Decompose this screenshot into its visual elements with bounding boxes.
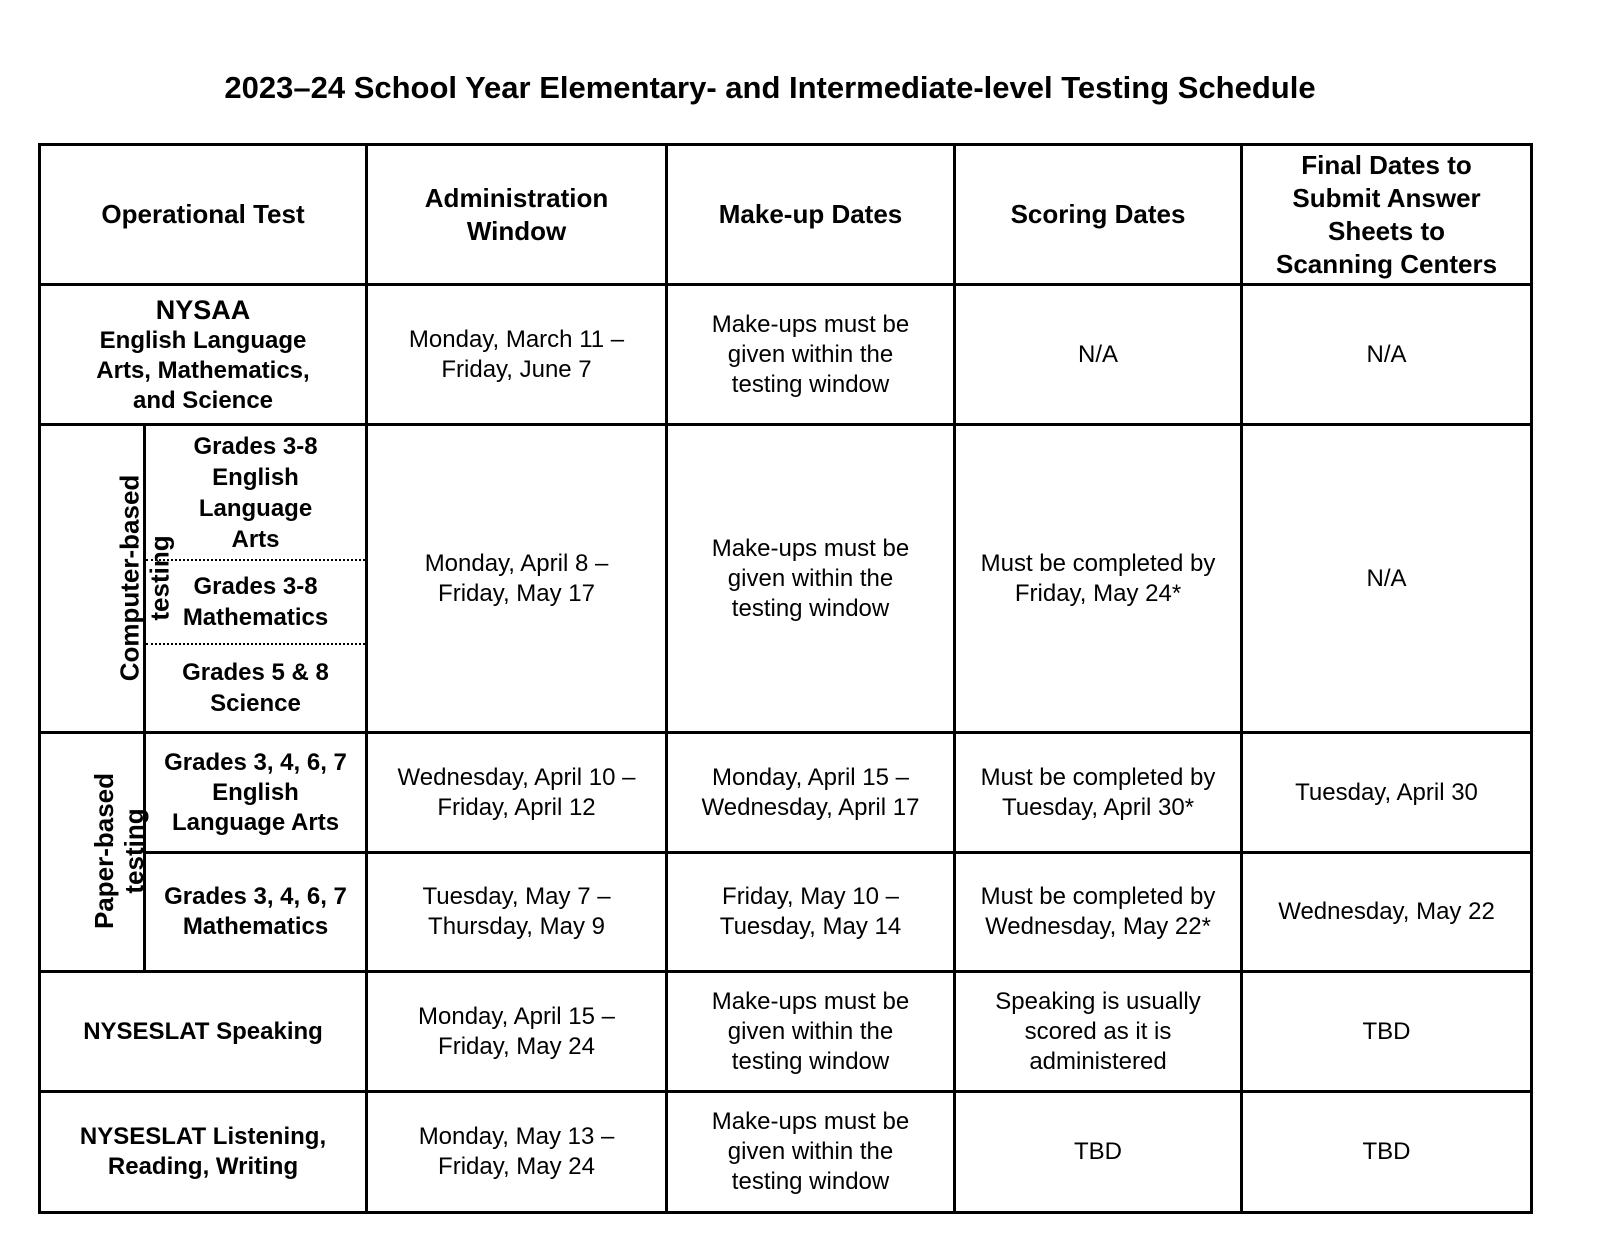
header-administration-window: Administration Window [367, 145, 667, 285]
cbt-makeup-dates: Make-ups must be given within the testing window [667, 425, 955, 733]
table-row [40, 733, 1532, 853]
header-operational-test: Operational Test [40, 145, 367, 285]
pbt-ela-final-dates: Tuesday, April 30 [1242, 733, 1532, 853]
pbt-math-test: Grades 3, 4, 6, 7 Mathematics [145, 853, 367, 972]
header-scoring-dates: Scoring Dates [955, 145, 1242, 285]
speaking-makeup-dates: Make-ups must be given within the testing window [667, 972, 955, 1092]
cbt-scoring-dates: Must be completed by Friday, May 24* [955, 425, 1242, 733]
lrw-test: NYSESLAT Listening, Reading, Writing [40, 1092, 367, 1213]
nysaa-name: NYSAA [155, 294, 251, 325]
speaking-scoring-dates: Speaking is usually scored as it is administered [955, 972, 1242, 1092]
table-row [40, 425, 1532, 733]
nysaa-makeup-dates: Make-ups must be given within the testing window [667, 285, 955, 425]
pbt-ela-test: Grades 3, 4, 6, 7 English Language Arts [145, 733, 367, 853]
table-row [40, 972, 1532, 1092]
nysaa-final-dates: N/A [1242, 285, 1532, 425]
pbt-math-admin-window: Tuesday, May 7 – Thursday, May 9 [367, 853, 667, 972]
header-row [40, 145, 1532, 285]
table-row [40, 1092, 1532, 1213]
speaking-admin-window: Monday, April 15 – Friday, May 24 [367, 972, 667, 1092]
header-makeup-dates: Make-up Dates [667, 145, 955, 285]
cbt-math-test: Grades 3-8 Mathematics [146, 559, 365, 643]
header-final-dates: Final Dates to Submit Answer Sheets to Scanning Centers [1242, 145, 1532, 285]
testing-schedule-table [38, 143, 1533, 1214]
lrw-scoring-dates: TBD [955, 1092, 1242, 1213]
paper-based-group-label: Paper-based testing [40, 733, 145, 972]
speaking-test: NYSESLAT Speaking [40, 972, 367, 1092]
table-row [40, 853, 1532, 972]
nysaa-scoring-dates: N/A [955, 285, 1242, 425]
pbt-ela-scoring-dates: Must be completed by Tuesday, April 30* [955, 733, 1242, 853]
pbt-math-scoring-dates: Must be completed by Wednesday, May 22* [955, 853, 1242, 972]
pbt-math-final-dates: Wednesday, May 22 [1242, 853, 1532, 972]
computer-based-group-label: Computer-based testing [40, 425, 145, 733]
table-row [40, 285, 1532, 425]
lrw-final-dates: TBD [1242, 1092, 1532, 1213]
cbt-final-dates: N/A [1242, 425, 1532, 733]
pbt-ela-admin-window: Wednesday, April 10 – Friday, April 12 [367, 733, 667, 853]
cbt-science-test: Grades 5 & 8 Science [146, 643, 365, 731]
nysaa-test-cell: NYSAA English Language Arts, Mathematics, and Science [40, 285, 367, 425]
lrw-makeup-dates: Make-ups must be given within the testing window [667, 1092, 955, 1213]
computer-based-tests-cell [145, 425, 367, 733]
lrw-admin-window: Monday, May 13 – Friday, May 24 [367, 1092, 667, 1213]
speaking-final-dates: TBD [1242, 972, 1532, 1092]
cbt-ela-test: Grades 3-8 English Language Arts [193, 432, 318, 553]
page-title: 2023–24 School Year Elementary- and Intermediate-level Testing Schedule [224, 70, 1316, 105]
pbt-ela-makeup-dates: Monday, April 15 – Wednesday, April 17 [667, 733, 955, 853]
nysaa-admin-window: Monday, March 11 – Friday, June 7 [367, 285, 667, 425]
cbt-admin-window: Monday, April 8 – Friday, May 17 [367, 425, 667, 733]
pbt-math-makeup-dates: Friday, May 10 – Tuesday, May 14 [667, 853, 955, 972]
